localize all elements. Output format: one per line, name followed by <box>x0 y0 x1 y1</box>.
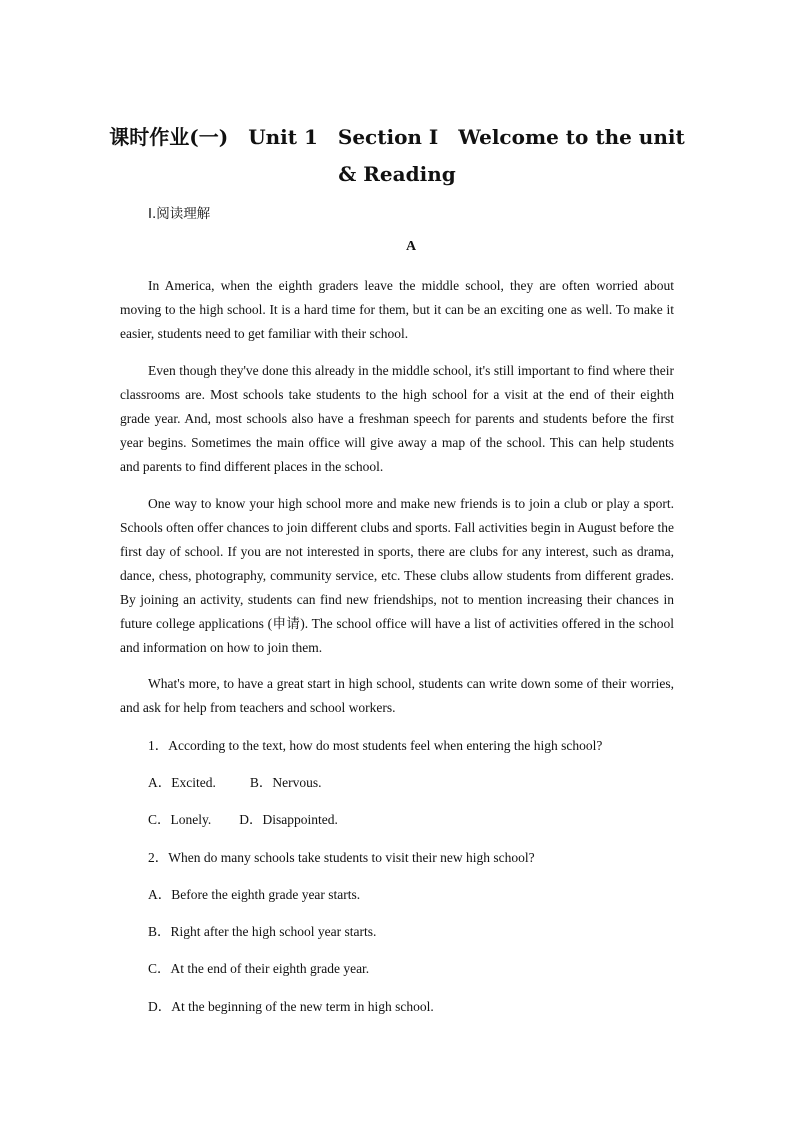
question-1-option-b[interactable]: B．Nervous. <box>249 775 322 790</box>
question-1-option-c[interactable]: C．Lonely. <box>148 812 212 827</box>
question-2-option-a[interactable]: A．Before the eighth grade year starts. <box>148 887 361 902</box>
section-heading: Ⅰ.阅读理解 <box>148 206 211 222</box>
question-1-options-row-2 <box>148 808 338 832</box>
passage-paragraph-4: What's more, to have a great start in high school, students can write down some of their worries, and ask for help from teachers and school workers. <box>120 676 674 715</box>
question-1-stem: 1．According to the text, how do most students feel when entering the high school? <box>148 738 603 753</box>
page-title: 课时作业(一) Unit 1 Section Ⅰ Welcome to the unit <box>109 125 685 149</box>
question-1-option-a[interactable]: A．Excited. <box>148 775 216 790</box>
passage-paragraph-1: In America, when the eighth graders leave the middle school, they are often worried about moving to the high school. It is a hard time for them, but it can be an exciting one as well. To make it easier, students need to get familiar with their school. <box>120 278 674 341</box>
question-2-option-c[interactable]: C．At the end of their eighth grade year. <box>148 961 370 976</box>
passage-label: A <box>405 239 417 254</box>
question-2-stem: 2．When do many schools take students to visit their new high school? <box>148 850 535 865</box>
passage-paragraph-3: One way to know your high school more and make new friends is to join a club or play a sport. Schools often offer chances to join different clubs and sports. Fall activities begin in August before the first day of school. If you are not interested in sports, there are clubs for any interest, such as drama, dance, chess, photography, community service, etc. These clubs allow students from different grades. By joining an activity, students can find new friendships, not to mention increasing their chances in future college applications (申请). The school office will have a list of activities offered in the school and information on how to join them. <box>120 496 675 655</box>
question-1-options-row-1 <box>148 771 321 795</box>
passage-paragraph-2: Even though they've done this already in the middle school, it's still important to find where their classrooms are. Most schools take students to the high school for a visit at the end of their eighth grade year. And, most schools also have a freshman speech for parents and students before the first year begins. Sometimes the main office will give away a map of the school. This can help students and parents to find different places in the school. <box>120 363 674 474</box>
question-1-option-d[interactable]: D．Disappointed. <box>239 812 338 827</box>
page-title-continued: & Reading <box>338 162 456 186</box>
question-2-option-b[interactable]: B．Right after the high school year starts. <box>148 924 377 939</box>
question-2-option-d[interactable]: D．At the beginning of the new term in high school. <box>148 999 434 1014</box>
